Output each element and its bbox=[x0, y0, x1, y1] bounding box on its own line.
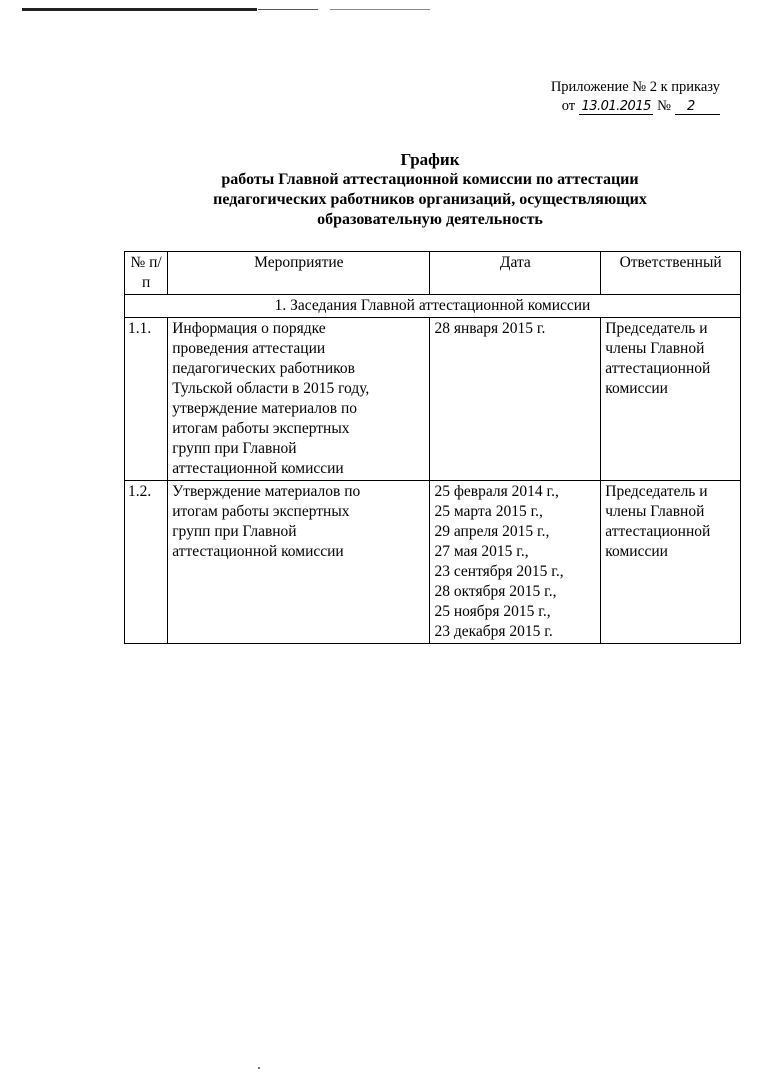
title-line: педагогических работников организаций, осуществляющих bbox=[213, 191, 647, 208]
table-row bbox=[125, 318, 741, 481]
scan-artifact-line bbox=[330, 9, 430, 10]
row-number: 1.1. bbox=[125, 318, 168, 481]
title-line: образовательную деятельность bbox=[317, 211, 543, 228]
number-label: № bbox=[657, 98, 671, 114]
title-line: работы Главной аттестационной комиссии по аттестации bbox=[221, 171, 639, 188]
row-date: 28 января 2015 г. bbox=[430, 318, 601, 481]
table-row bbox=[125, 481, 741, 644]
scan-artifact-line bbox=[258, 9, 318, 10]
order-number-handwritten: 2 bbox=[675, 99, 720, 115]
section-row bbox=[125, 295, 741, 318]
scan-artifact-line bbox=[22, 8, 257, 11]
header-date: Дата bbox=[430, 252, 601, 295]
section-title: 1. Заседания Главной аттестационной комиссии bbox=[125, 295, 741, 318]
appendix-block bbox=[520, 78, 720, 115]
table-header-row bbox=[125, 252, 741, 295]
header-event: Мероприятие bbox=[168, 252, 430, 295]
document-title bbox=[150, 150, 710, 230]
order-date-handwritten: 13.01.2015 bbox=[579, 99, 653, 115]
header-responsible: Ответственный bbox=[601, 252, 741, 295]
row-responsible: Председатель и члены Главной аттестационной комиссии bbox=[601, 318, 741, 481]
from-label: от bbox=[561, 98, 576, 114]
title-heading: График bbox=[400, 150, 460, 169]
appendix-title: Приложение № 2 к приказу bbox=[550, 79, 720, 95]
row-responsible: Председатель и члены Главной аттестационной комиссии bbox=[601, 481, 741, 644]
row-date: 25 февраля 2014 г., 25 марта 2015 г., 29 апреля 2015 г., 27 мая 2015 г., 23 сентября 2015 г., 28 октября 2015 г., 25 ноября 2015 г., 23 декабря 2015 г. bbox=[430, 481, 601, 644]
schedule-table bbox=[124, 251, 741, 644]
header-number: № п/п bbox=[125, 252, 168, 295]
row-event: Утверждение материалов по итогам работы экспертных групп при Главной аттестационной комиссии bbox=[168, 481, 430, 644]
row-number: 1.2. bbox=[125, 481, 168, 644]
row-event: Информация о порядке проведения аттестации педагогических работников Тульской области в 2015 году, утверждение материалов по итогам работы экспертных групп при Главной аттестационной комиссии bbox=[168, 318, 430, 481]
scan-artifact-dot bbox=[258, 1067, 260, 1069]
appendix-order-line bbox=[520, 97, 720, 115]
